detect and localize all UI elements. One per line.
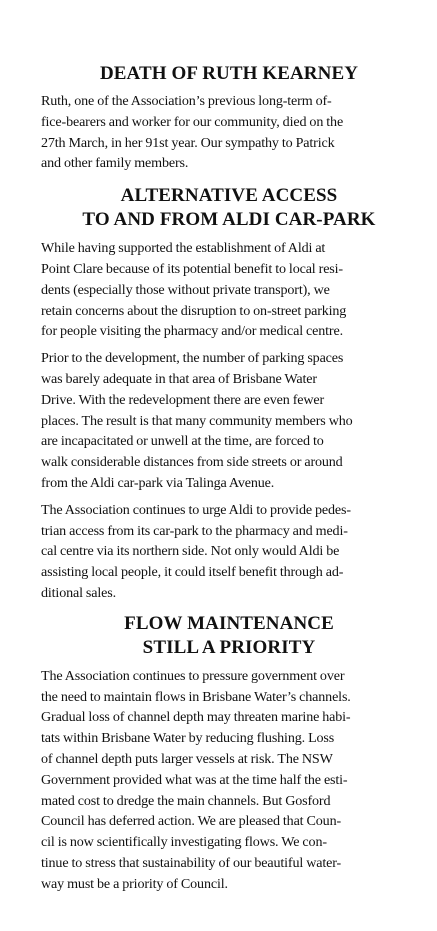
text-line: tats within Brisbane Water by reducing flushing. Loss	[41, 730, 335, 747]
text-line: The Association continues to urge Aldi to provide pedes-	[41, 501, 351, 518]
text-line: way must be a priority of Council.	[41, 875, 228, 892]
text-line: 27th March, in her 91st year. Our sympathy to Patrick	[41, 134, 335, 151]
heading-death-of-ruth-kearney: DEATH OF RUTH KEARNEY	[99, 63, 359, 84]
article-aldi-paragraph-1	[41, 238, 417, 342]
article-ruth-kearney	[41, 91, 417, 174]
text-line: are incapacitated or unwell at the time, are forced to	[41, 433, 324, 450]
text-line: trian access from its car-park to the pharmacy and medi-	[41, 522, 348, 539]
text-line: tinue to stress that sustainability of our beautiful water-	[41, 854, 342, 871]
text-line: assisting local people, it could itself benefit through ad-	[41, 564, 344, 581]
text-line: Ruth, one of the Association’s previous long-term of-	[41, 93, 332, 109]
text-line: of channel depth puts larger vessels at risk. The NSW	[41, 750, 333, 767]
text-line: and other family members.	[41, 155, 189, 172]
text-line: ditional sales.	[41, 584, 116, 601]
text-line: While having supported the establishment of Aldi at	[41, 240, 326, 257]
text-line: Point Clare because of its potential benefit to local resi-	[41, 260, 343, 277]
heading-line: TO AND FROM ALDI CAR-PARK	[82, 209, 376, 231]
heading-line: FLOW MAINTENANCE	[124, 612, 334, 634]
heading-line: ALTERNATIVE ACCESS	[120, 185, 338, 207]
text-line: Drive. With the redevelopment there are even fewer	[41, 391, 325, 408]
text-line: Gradual loss of channel depth may threaten marine habi-	[41, 709, 351, 726]
heading-alternative-access	[41, 184, 417, 232]
text-line: cal centre via its northern side. Not only would Aldi be	[41, 543, 340, 560]
text-line: cil is now scientifically investigating flows. We con-	[41, 834, 327, 851]
heading-line: STILL A PRIORITY	[142, 636, 316, 658]
text-line: Government provided what was at the time half the esti-	[41, 771, 348, 788]
text-line: from the Aldi car-park via Talinga Avenue.	[41, 474, 275, 491]
text-line: places. The result is that many community members who	[41, 412, 353, 429]
text-line: Prior to the development, the number of parking spaces	[41, 350, 344, 367]
text-line: was barely adequate in that area of Brisbane Water	[41, 370, 317, 387]
article-aldi-paragraph-2	[41, 348, 417, 494]
text-line: dents (especially those without private transport), we	[41, 281, 330, 298]
heading-flow-maintenance	[41, 612, 417, 660]
text-line: walk considerable distances from side streets or around	[41, 454, 343, 471]
text-line: mated cost to dredge the main channels. But Gosford	[41, 792, 331, 809]
text-line: for people visiting the pharmacy and/or medical centre.	[41, 323, 343, 340]
text-line: Council has deferred action. We are pleased that Coun-	[41, 813, 342, 830]
article-flow-maintenance	[41, 666, 417, 895]
text-line: The Association continues to pressure government over	[41, 667, 345, 684]
text-line: retain concerns about the disruption to on-street parking	[41, 302, 347, 319]
article-aldi-paragraph-3	[41, 500, 417, 604]
text-line: fice-bearers and worker for our community, died on the	[41, 113, 344, 130]
text-line: the need to maintain flows in Brisbane Water’s channels.	[41, 688, 351, 705]
